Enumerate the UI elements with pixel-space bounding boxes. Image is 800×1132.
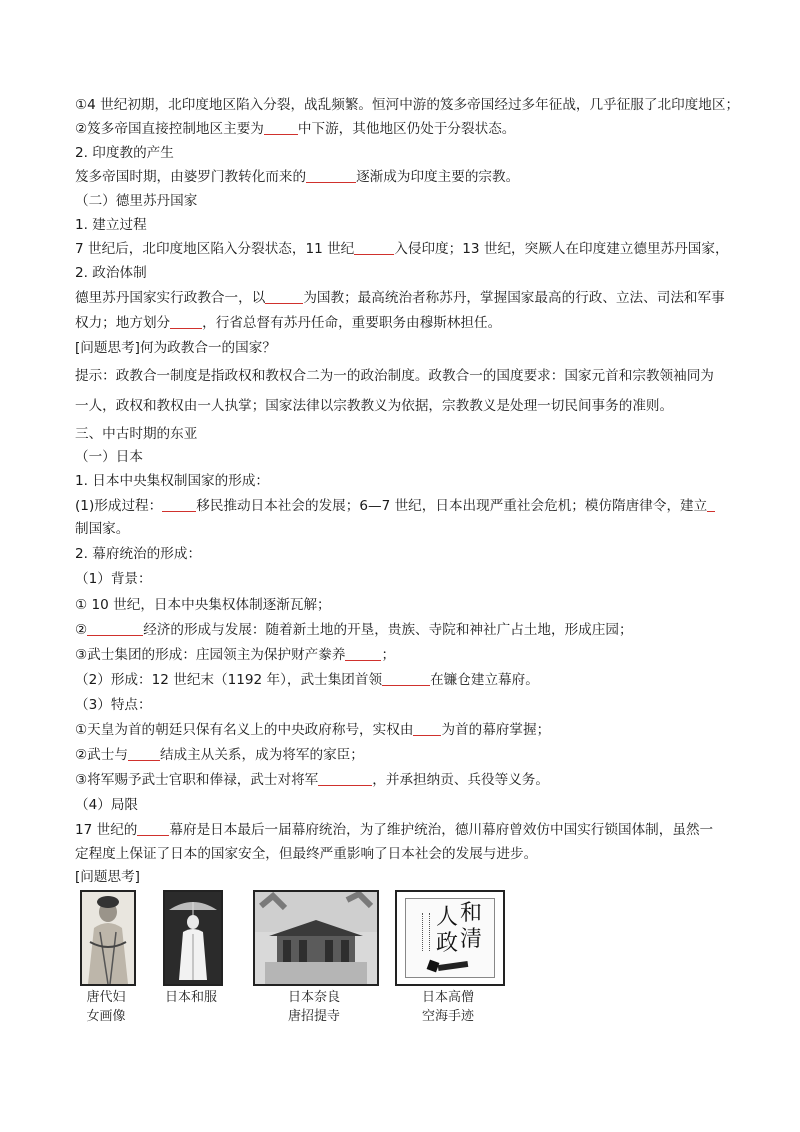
text-line: （1）背景： — [75, 571, 152, 587]
question-heading: [问题思考]何为政教合一的国家？ — [75, 340, 276, 356]
text-line: ②笈多帝国直接控制地区主要为 中下游，其他地区仍处于分裂状态。 — [75, 121, 516, 137]
fill-blank[interactable] — [87, 621, 143, 636]
text-line: （2）形成：12 世纪末（1192 年），武士集团首领 在镰仓建立幕府。 — [75, 672, 539, 688]
fill-blank[interactable] — [413, 721, 441, 736]
text-line: 提示：政教合一制度是指政权和教权合二为一的政治制度。政教合一的国度要求：国家元首和宗教领袖同为 — [75, 368, 714, 384]
text-line: ③武士集团的形成：庄园领主为保护财产豢养 ； — [75, 647, 396, 663]
text-line: ②武士与 结成主从关系，成为将军的家臣； — [75, 747, 364, 763]
text-line: 一人，政权和教权由一人执掌；国家法律以宗教教义为依据，宗教教义是处理一切民间事务的准则。 — [75, 398, 674, 414]
text-line: ①4 世纪初期，北印度地区陷入分裂，战乱频繁。恒河中游的笈多帝国经过多年征战，几乎征服了北印度地区； — [75, 97, 740, 113]
picture-row — [75, 890, 555, 1030]
section-heading: 1. 日本中央集权制国家的形成： — [75, 473, 270, 489]
text-line: ①天皇为首的朝廷只保有名义上的中央政府称号，实权由 为首的幕府掌握； — [75, 722, 551, 738]
section-heading: 2. 幕府统治的形成： — [75, 546, 202, 562]
text-line: 制国家。 — [75, 521, 130, 537]
fill-blank[interactable] — [170, 314, 202, 329]
fill-blank[interactable] — [264, 120, 298, 135]
fill-blank[interactable] — [354, 240, 394, 255]
text-line: 德里苏丹国家实行政教合一，以 为国教；最高统治者称苏丹，掌握国家最高的行政、立法、司法和军事 — [75, 290, 725, 306]
fill-blank[interactable] — [265, 289, 303, 304]
text-line: 17 世纪的 幕府是日本最后一届幕府统治，为了维护统治，德川幕府曾效仿中国实行锁国体制，虽然一 — [75, 822, 714, 838]
text-line: 7 世纪后，北印度地区陷入分裂状态，11 世纪 入侵印度；13 世纪，突厥人在印度建立德里苏丹国家， — [75, 241, 729, 257]
text-line: 权力；地方划分 ，行省总督有苏丹任命，重要职务由穆斯林担任。 — [75, 315, 502, 331]
tang-lady-portrait-image — [80, 890, 136, 986]
picture-caption: 唐代妇 女画像 — [86, 990, 126, 1024]
section-heading: （一）日本 — [75, 449, 143, 465]
fill-blank[interactable] — [382, 671, 430, 686]
section-heading: （二）德里苏丹国家 — [75, 193, 198, 209]
fill-blank[interactable] — [162, 497, 196, 512]
text-line: ③将军赐予武士官职和俸禄，武士对将军 ，并承担纳贡、兵役等义务。 — [75, 772, 549, 788]
fill-blank[interactable] — [128, 746, 160, 761]
picture-caption: 日本和服 — [164, 990, 217, 1005]
picture-caption: 日本奈良 唐招提寺 — [287, 990, 340, 1024]
fill-blank[interactable] — [137, 821, 169, 836]
section-heading: 三、中古时期的东亚 — [75, 426, 198, 442]
fill-blank[interactable] — [318, 771, 372, 786]
fill-blank[interactable] — [707, 497, 715, 512]
question-heading: [问题思考] — [75, 869, 140, 885]
text-line: （3）特点： — [75, 697, 152, 713]
fill-blank[interactable] — [306, 168, 356, 183]
text-line: 定程度上保证了日本的国家安全，但最终严重影响了日本社会的发展与进步。 — [75, 846, 538, 862]
toshodaiji-temple-image — [253, 890, 379, 986]
text-line: 笈多帝国时期，由婆罗门教转化而来的 逐渐成为印度主要的宗教。 — [75, 169, 520, 185]
fill-blank[interactable] — [345, 646, 381, 661]
section-heading: 2. 政治体制 — [75, 265, 147, 281]
kimono-image — [163, 890, 223, 986]
section-heading: 2. 印度教的产生 — [75, 145, 174, 161]
section-heading: 1. 建立过程 — [75, 217, 147, 233]
kukai-calligraphy-image: 和清 人政 — [395, 890, 505, 986]
text-line: ① 10 世纪，日本中央集权体制逐渐瓦解； — [75, 597, 331, 613]
text-line: (1)形成过程： 移民推动日本社会的发展；6—7 世纪，日本出现严重社会危机；模仿隋唐律令，建立 — [75, 496, 740, 516]
text-line: （4）局限 — [75, 797, 139, 813]
text-line: ② 经济的形成与发展：随着新土地的开垦，贵族、寺院和神社广占土地，形成庄园； — [75, 622, 633, 638]
picture-caption: 日本高僧 空海手迹 — [421, 990, 474, 1024]
